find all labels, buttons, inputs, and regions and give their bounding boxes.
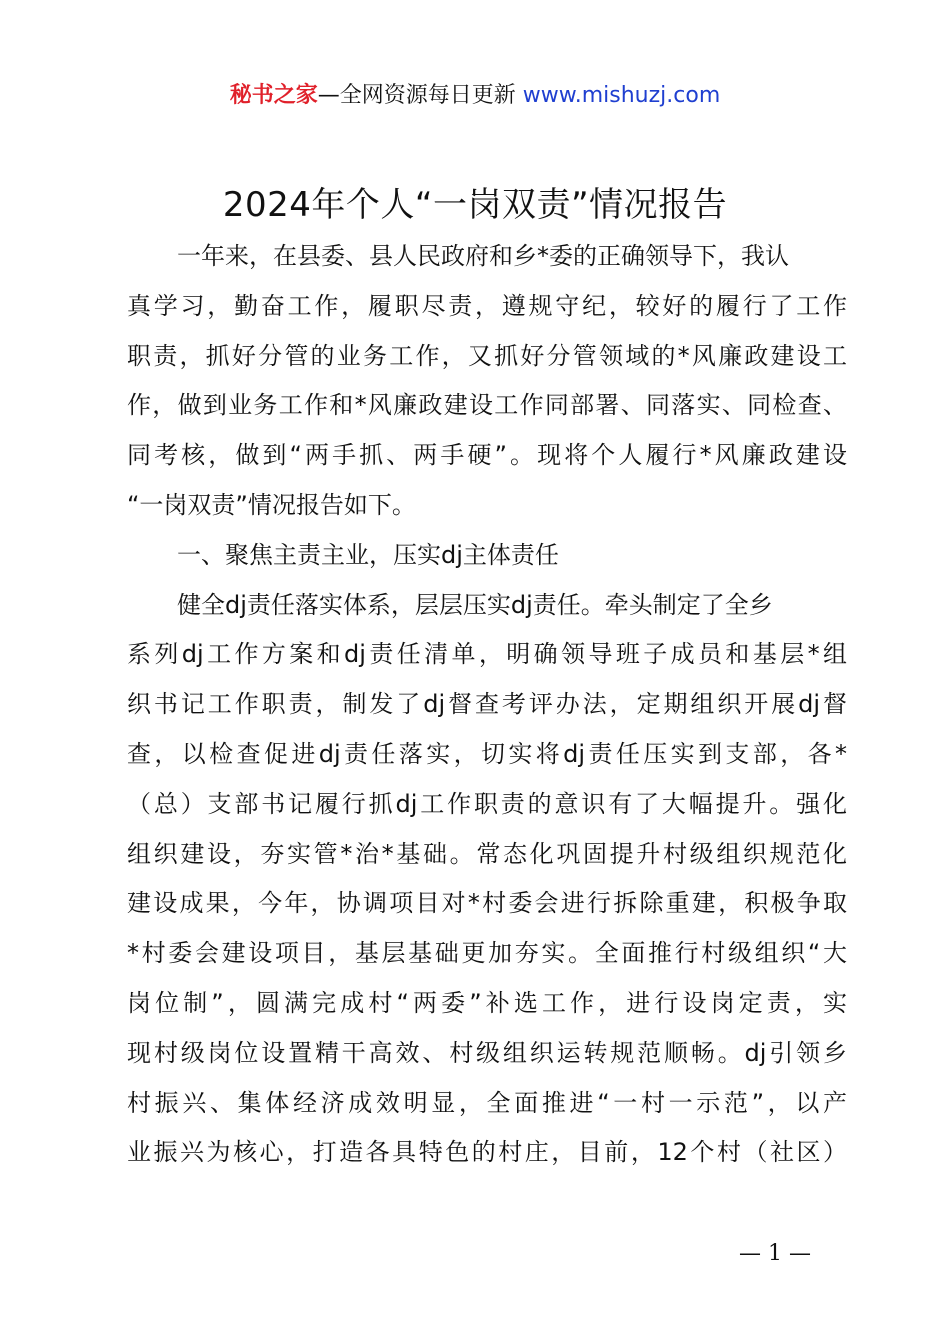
site-header <box>0 80 950 112</box>
body-line: 村振兴、集体经济成效明显，全面推进“一村一示范”，以产 <box>127 1088 847 1117</box>
body-line: （总）支部书记履行抓dj工作职责的意识有了大幅提升。强化 <box>127 789 847 818</box>
body-line: 业振兴为核心，打造各具特色的村庄，目前，12个村（社区） <box>127 1138 847 1167</box>
body-line: 现村级岗位设置精干高效、村级组织运转规范顺畅。dj引领乡 <box>127 1038 847 1067</box>
body-line: 建设成果，今年，协调项目对*村委会进行拆除重建，积极争取 <box>127 889 847 918</box>
body-line: 系列dj工作方案和dj责任清单，明确领导班子成员和基层*组 <box>127 640 847 669</box>
brand-name: 秘书之家 <box>229 83 318 108</box>
body-line: 岗位制”，圆满完成村“两委”补选工作，进行设岗定责，实 <box>127 988 847 1017</box>
body-line: 同考核，做到“两手抓、两手硬”。现将个人履行*风廉政建设 <box>127 441 847 470</box>
body-line: *村委会建设项目，基层基础更加夯实。全面推行村级组织“大 <box>127 939 847 968</box>
page-number: — 1 — <box>739 1241 811 1266</box>
document-body <box>127 232 847 1178</box>
body-line: “一岗双责”情况报告如下。 <box>127 490 416 519</box>
body-line: 真学习，勤奋工作，履职尽责，遵规守纪，较好的履行了工作 <box>127 291 847 320</box>
body-line: 健全dj责任落实体系，层层压实dj责任。牵头制定了全乡 <box>177 590 773 619</box>
body-line: 职责，抓好分管的业务工作，又抓好分管领域的*风廉政建设工 <box>127 341 847 370</box>
section-heading: 一、聚焦主责主业，压实dj主体责任 <box>177 540 559 569</box>
body-line: 织书记工作职责，制发了dj督查考评办法，定期组织开展dj督 <box>127 690 847 719</box>
document-title: 2024年个人“一岗双责”情况报告 <box>222 185 728 225</box>
body-line: 组织建设，夯实管*治*基础。常态化巩固提升村级组织规范化 <box>127 839 847 868</box>
site-url-link[interactable]: www.mishuzj.com <box>522 83 721 108</box>
body-line: 一年来，在县委、县人民政府和乡*委的正确领导下，我认 <box>177 242 789 270</box>
body-line: 查，以检查促进dj责任落实，切实将dj责任压实到支部，各* <box>127 739 847 768</box>
body-line: 作，做到业务工作和*风廉政建设工作同部署、同落实、同检查、 <box>127 391 847 420</box>
header-tagline: —全网资源每日更新 <box>317 83 516 108</box>
